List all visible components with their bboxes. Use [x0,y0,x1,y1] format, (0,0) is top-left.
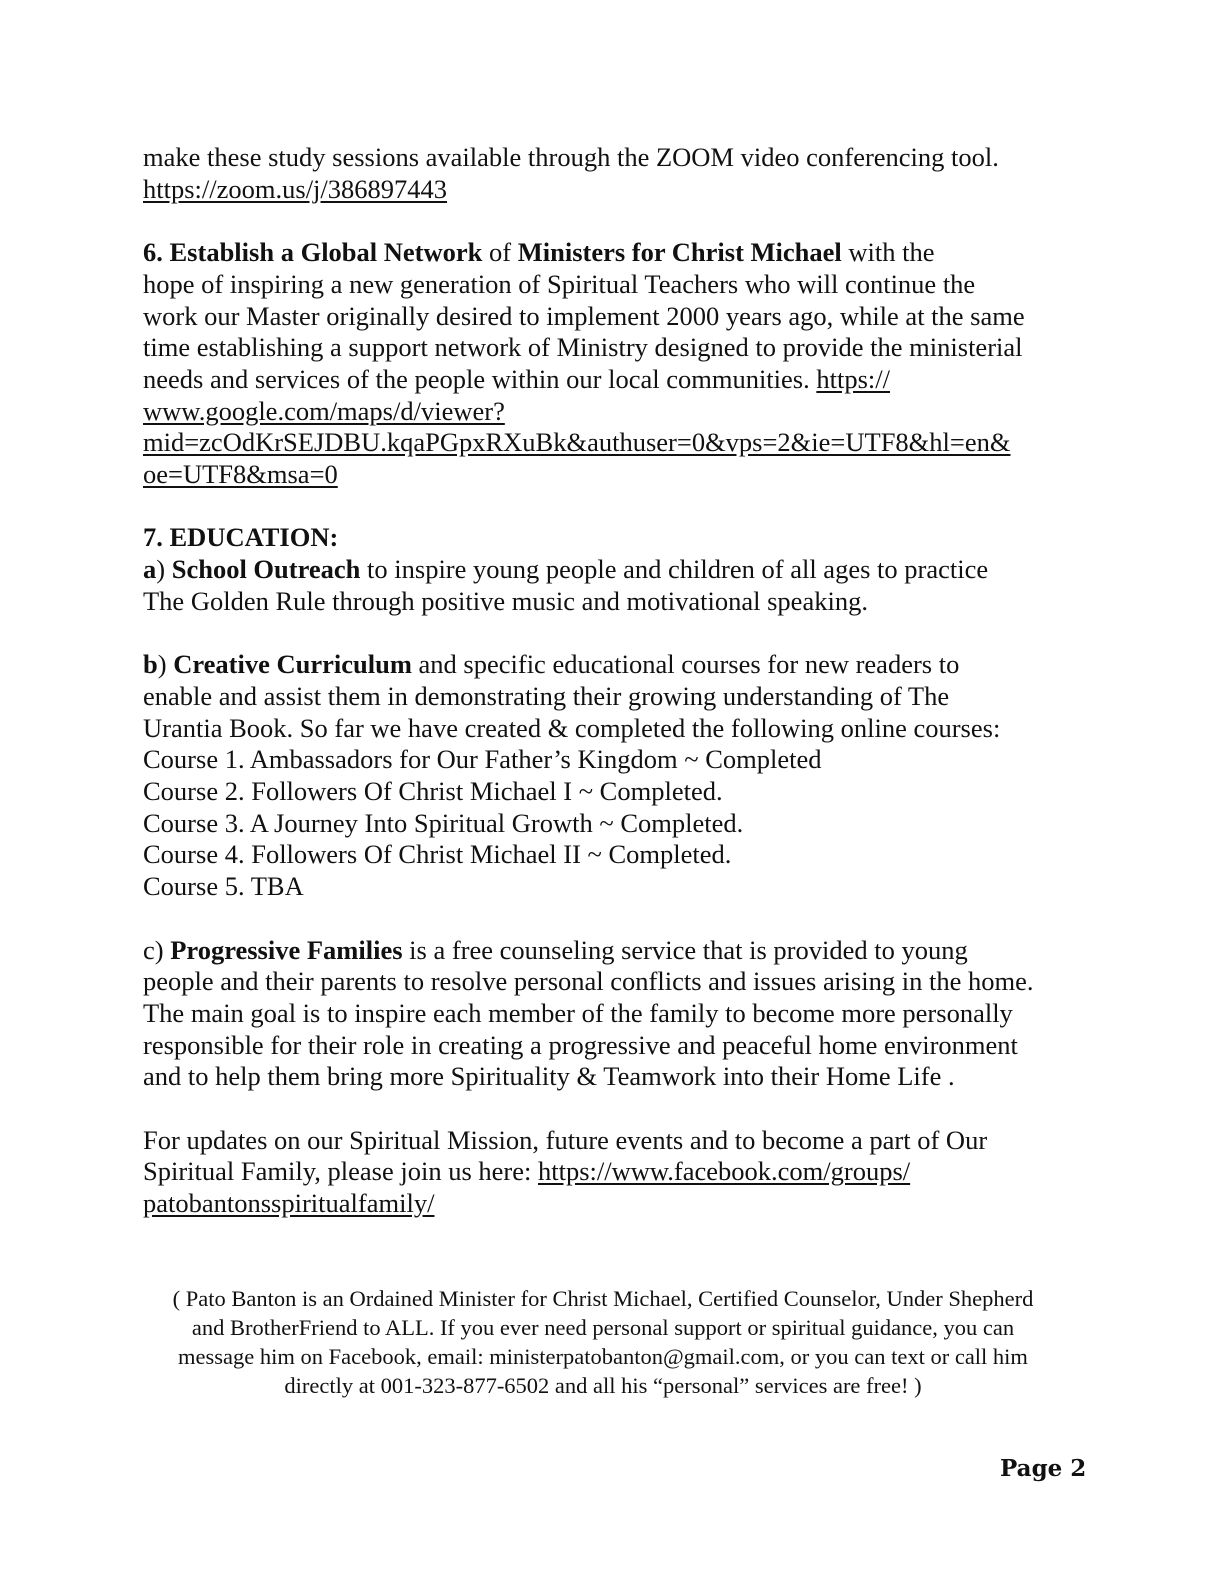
facebook-link-part2[interactable]: patobantonsspiritualfamily/ [143,1188,435,1219]
course-item: Course 2. Followers Of Christ Michael I ~ Completed. [143,776,723,807]
course-item: Course 4. Followers Of Christ Michael II ~ Completed. [143,839,732,870]
section6-line1 [143,237,1083,269]
updates-line2-text: Spiritual Family, please join us here: [143,1156,538,1187]
updates-line2 [143,1156,1083,1188]
section7a-letter: a [143,554,157,585]
bio-note-line: message him on Facebook, email: ministerpatobanton@gmail.com, or you can text or call him [178,1344,1028,1369]
section6-number: 6. [143,237,170,268]
section7b-title: Creative Curriculum [173,649,412,680]
section6-title: Establish a Global Network [169,237,483,268]
course-item: Course 3. A Journey Into Spiritual Growth ~ Completed. [143,807,744,838]
section6-link-line2 [143,396,1083,428]
section7b-letter: b [143,649,158,680]
section7a-line1 [143,554,1083,586]
section7b-tail: and specific educational courses for new readers to [411,649,960,680]
paragraph-gap [143,205,1083,237]
section7b-paren: ) [157,649,174,680]
section6-link-line3 [143,427,1083,459]
section7c-line5: and to help them bring more Spirituality & Teamwork into their Home Life . [143,1061,955,1092]
paragraph-gap [143,1093,1083,1125]
section7c-title: Progressive Families [170,934,403,965]
zoom-link[interactable]: https://zoom.us/j/386897443 [143,173,448,204]
section6-line4: time establishing a support network of Ministry designed to provide the ministerial [143,332,1023,363]
section6-line5 [143,364,1083,396]
section6-link-line4 [143,459,1083,491]
section7c-tail: is a free counseling service that is provided to young [402,934,968,965]
section7c-line4: responsible for their role in creating a progressive and peaceful home environment [143,1029,1018,1060]
section7a-title: School Outreach [171,554,361,585]
page-number: Page 2 [1000,1455,1087,1482]
section6-line2: hope of inspiring a new generation of Spiritual Teachers who will continue the [143,268,976,299]
bio-note [130,1284,1076,1400]
document-body [143,142,1083,1220]
paragraph-gap [143,491,1083,523]
section7c-line3: The main goal is to inspire each member of the family to become more personally [143,997,1013,1028]
section7-heading [143,522,1083,554]
section7c-line2: people and their parents to resolve personal conflicts and issues arising in the home. [143,966,1034,997]
section6-tail: with the [841,237,935,268]
section7b-line1 [143,649,1083,681]
section7b-line2: enable and assist them in demonstrating their growing understanding of The [143,680,950,711]
section6-connector: of [482,237,518,268]
google-maps-link-part2[interactable]: www.google.com/maps/d/viewer? [143,395,505,426]
section7a-paren: ) [156,554,172,585]
updates-line1: For updates on our Spiritual Mission, future events and to become a part of Our [143,1124,988,1155]
paragraph-gap [143,903,1083,935]
section7a-line2: The Golden Rule through positive music and motivational speaking. [143,585,868,616]
google-maps-link-part1[interactable]: https:// [816,363,890,394]
intro-line: make these study sessions available through the ZOOM video conferencing tool. [143,142,999,172]
bio-note-line: directly at 001-323-877-6502 and all his “personal” services are free! ) [284,1373,922,1398]
section6-line3: work our Master originally desired to implement 2000 years ago, while at the same [143,300,1025,331]
course-item: Course 5. TBA [143,871,304,902]
section7-heading-text: 7. EDUCATION: [143,522,339,553]
facebook-link-part1[interactable]: https://www.facebook.com/groups/ [537,1156,911,1187]
bio-note-line: ( Pato Banton is an Ordained Minister for Christ Michael, Certified Counselor, Under Shepherd [172,1286,1034,1311]
paragraph-gap [143,618,1083,650]
section6-line5-text: needs and services of the people within our local communities. [143,363,817,394]
section7a-tail: to inspire young people and children of all ages to practice [360,554,989,585]
section7c-line1 [143,935,1083,967]
intro-link-line [143,174,1083,206]
section7c-prefix: c) [143,934,171,965]
course-item: Course 1. Ambassadors for Our Father’s Kingdom ~ Completed [143,744,822,775]
section7b-line3: Urantia Book. So far we have created & completed the following online courses: [143,712,1001,743]
updates-link-line2 [143,1188,1083,1220]
google-maps-link-part3[interactable]: mid=zcOdKrSEJDBU.kqaPGpxRXuBk&authuser=0&vps=2&ie=UTF8&hl=en& [143,427,1011,458]
section6-ministers: Ministers for Christ Michael [517,237,842,268]
bio-note-line: and BrotherFriend to ALL. If you ever need personal support or spiritual guidance, you can [191,1315,1015,1340]
google-maps-link-part4[interactable]: oe=UTF8&msa=0 [143,459,338,490]
